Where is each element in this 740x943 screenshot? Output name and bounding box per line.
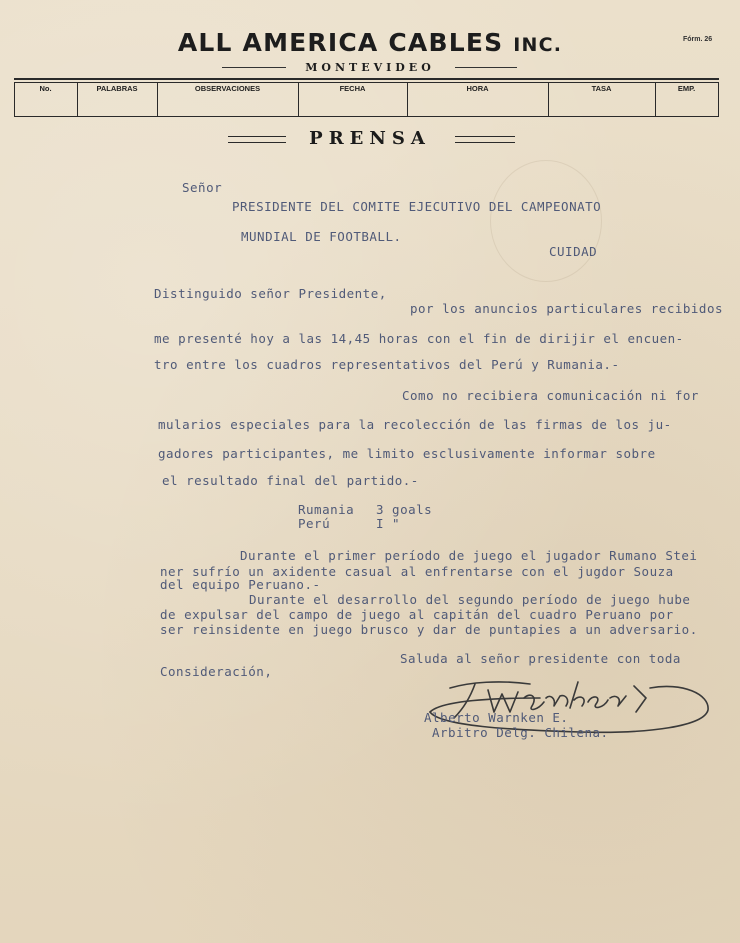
letter-line: me presenté hoy a las 14,45 horas con el fin de dirijir el encuen- <box>154 331 684 346</box>
letter-body2-line: Durante el desarrollo del segundo período de juego hube <box>249 592 691 607</box>
addressee-line-1: PRESIDENTE DEL COMITE EJECUTIVO DEL CAMPEONATO <box>232 199 602 214</box>
city-name: MONTEVIDEO <box>305 61 435 74</box>
paper-stain <box>490 160 602 282</box>
column-header-no: No. <box>39 84 52 93</box>
form-table-bottom-rule <box>14 116 719 117</box>
form-table-top-rule <box>14 78 719 80</box>
score-goals-2: I " <box>376 516 401 531</box>
addressee-city: CUIDAD <box>549 244 598 259</box>
addressee-line-2: MUNDIAL DE FOOTBALL. <box>241 229 402 244</box>
letter-body2-line: ner sufrío un axidente casual al enfrentarse con el jugdor Souza <box>160 564 674 579</box>
prensa-rule-right <box>455 136 515 143</box>
column-header-observaciones: OBSERVACIONES <box>194 84 261 93</box>
signer-name: Alberto Warnken E. <box>424 710 569 725</box>
letter-line: tro entre los cuadros representativos del Perú y Rumania.- <box>154 357 620 372</box>
letter-body2-line: del equipo Peruano.- <box>160 577 321 592</box>
letter-line: gadores participantes, me limito esclusivamente informar sobre <box>158 446 656 461</box>
letter-line: por los anuncios particulares recibidos <box>410 301 723 316</box>
company-name <box>0 28 740 57</box>
column-header-emp: EMP. <box>677 84 696 93</box>
letter-line: Distinguido señor Presidente, <box>154 286 387 301</box>
letter-body2-line: Durante el primer período de juego el jugador Rumano Stei <box>240 548 698 563</box>
column-header-fecha: FECHA <box>339 84 366 93</box>
score-team-1: Rumania <box>298 502 355 517</box>
letter-line: el resultado final del partido.- <box>162 473 419 488</box>
company-name-main: ALL AMERICA CABLES <box>177 28 504 57</box>
company-name-suffix: INC. <box>513 34 563 56</box>
closing-consideration: Consideración, <box>160 664 273 679</box>
column-header-hora: HORA <box>466 84 489 93</box>
column-header-palabras: PALABRAS <box>96 84 138 93</box>
score-goals-1: 3 goals <box>376 502 433 517</box>
form-number: Fórm. 26 <box>683 36 713 43</box>
letter-body2-line: ser reinsidente en juego brusco y dar de puntapies a un adversario. <box>160 622 698 637</box>
letter-body2-line: de expulsar del campo de juego al capitán del cuadro Peruano por <box>160 607 674 622</box>
city-rule-right <box>455 67 517 68</box>
salutation: Señor <box>182 180 223 195</box>
closing-line: Saluda al señor presidente con toda <box>400 651 681 666</box>
form-table-inner-rule <box>14 82 719 83</box>
section-title: PRENSA <box>309 128 431 149</box>
column-header-tasa: TASA <box>591 84 612 93</box>
score-team-2: Perú <box>298 516 331 531</box>
letter-line: mularios especiales para la recolección de las firmas de los ju- <box>158 417 672 432</box>
letter-line: Como no recibiera comunicación ni for <box>402 388 699 403</box>
signer-title: Arbitro Delg. Chilena. <box>432 725 609 740</box>
form-table-divider <box>718 82 719 116</box>
